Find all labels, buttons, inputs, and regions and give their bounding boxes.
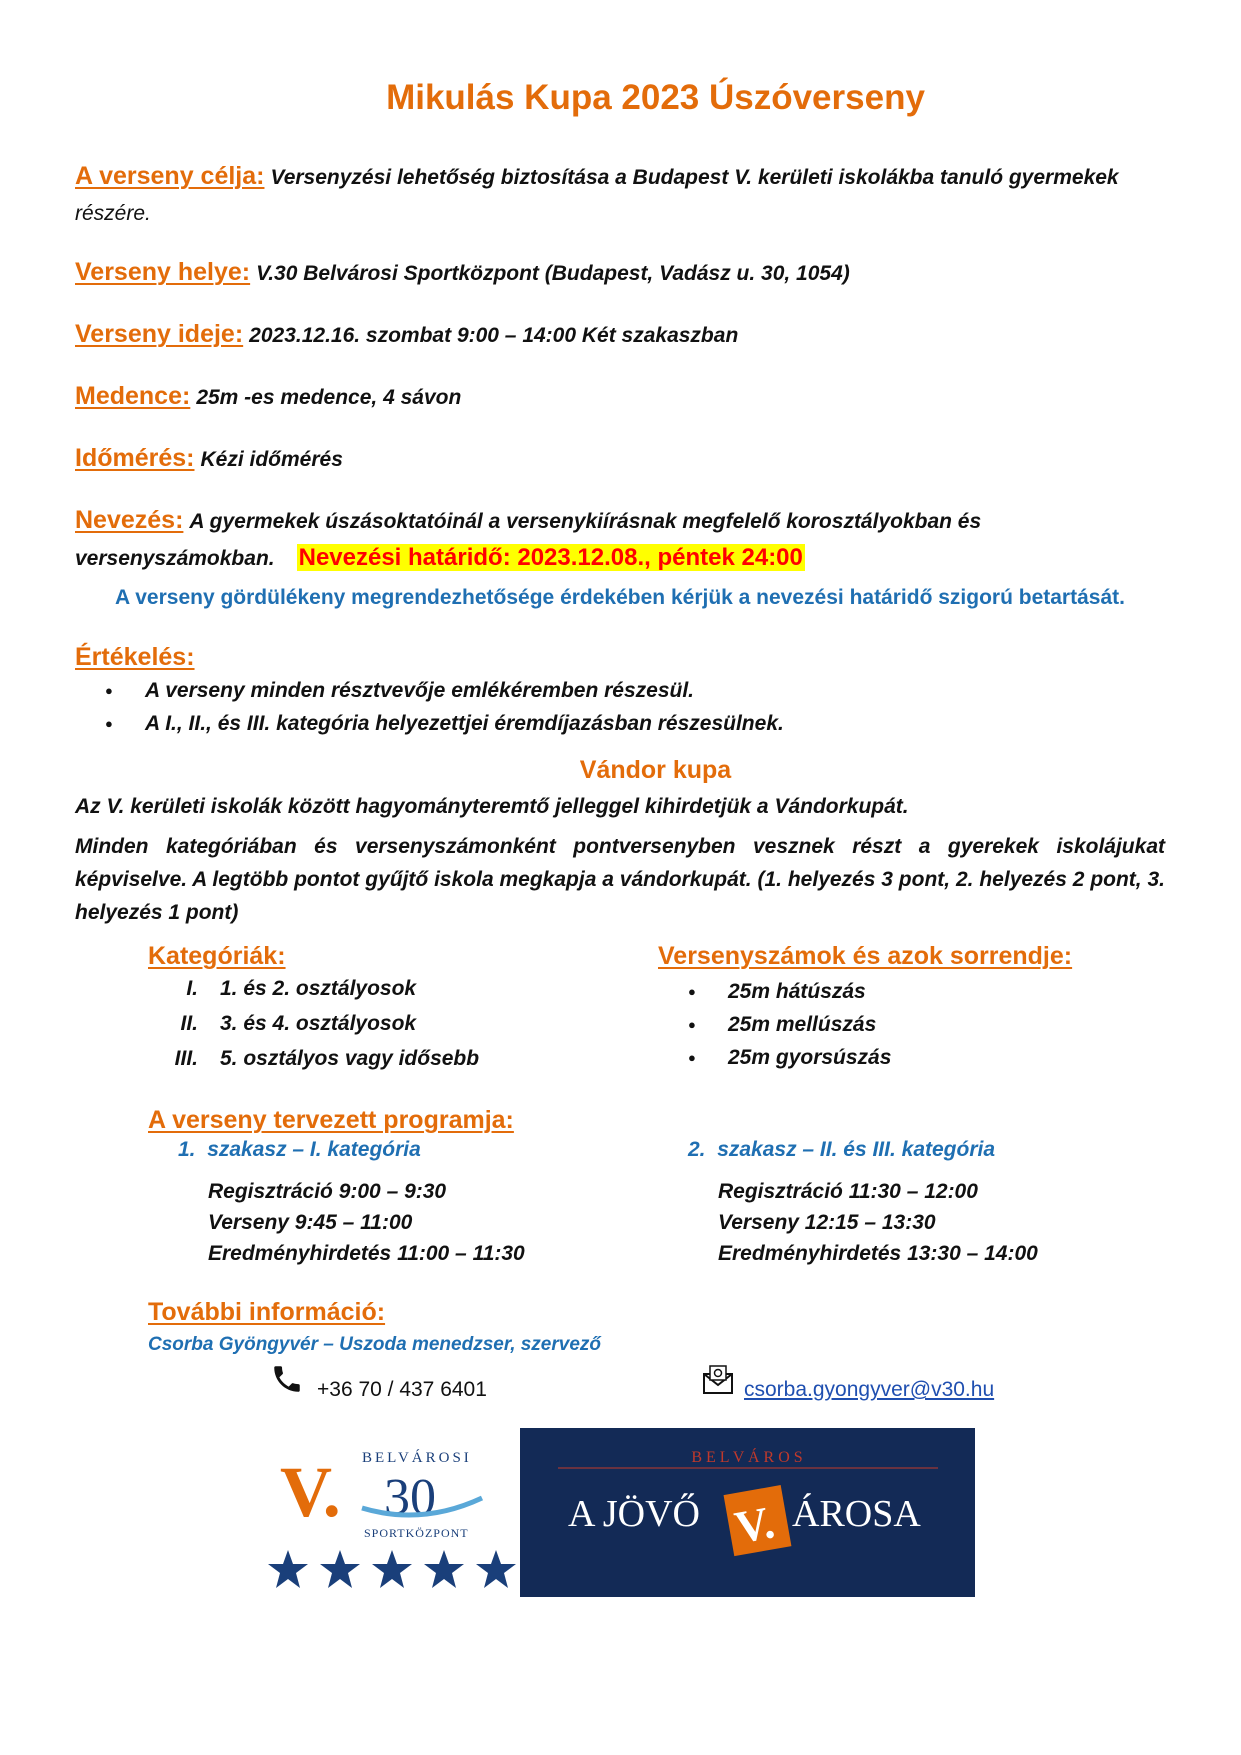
session-schedule	[208, 1176, 628, 1269]
logo-right-main2: ÁROSA	[792, 1493, 921, 1535]
category-number: I.	[186, 977, 198, 1000]
category-row	[148, 1047, 598, 1082]
cup-description: Minden kategóriában és versenyszámonként pontversenyben vesznek részt a gyerekek iskolájukat képviselve. A legtöbb pontot gyűjtő iskola megkapja a vándorkupát. (1. helyezés 3 pont, 2. helyezés 2 pont, 3. helyezés 1 pont)	[75, 835, 1165, 924]
timing-label: Időmérés:	[75, 444, 195, 472]
list-item: ● 25m gyorsúszás	[658, 1041, 1158, 1074]
session-title	[178, 1138, 628, 1162]
place-label: Verseny helye:	[75, 258, 251, 286]
logo-top-text: BELVÁROSI	[362, 1450, 472, 1466]
contact-label: További információ:	[148, 1298, 386, 1326]
list-item: ● 25m mellúszás	[658, 1008, 1158, 1041]
category-text: 1. és 2. osztályosok	[220, 977, 417, 1000]
logo-right-top: B E L V Á R O S	[691, 1449, 803, 1466]
list-item: ● A I., II., és III. kategória helyezettjei éremdíjazásban részesülnek.	[75, 707, 1165, 740]
events-section	[658, 942, 1158, 1074]
session-name: szakasz – II. és III. kategória	[717, 1138, 996, 1161]
goal-label: A verseny célja:	[75, 162, 265, 190]
cup-intro: Az V. kerületi iskolák között hagyományteremtő jelleggel kihirdetjük a Vándorkupát.	[75, 795, 909, 818]
place-text: V.30 Belvárosi Sportközpont (Budapest, Vadász u. 30, 1054)	[256, 262, 850, 285]
entry-label: Nevezés:	[75, 506, 184, 534]
session-2	[688, 1138, 1168, 1269]
contact-person: Csorba Gyöngyvér – Uszoda menedzser, szervező	[148, 1334, 602, 1355]
session-name: szakasz – I. kategória	[207, 1138, 421, 1161]
place-section	[75, 254, 1165, 292]
schedule-line: Eredményhirdetés 11:00 – 11:30	[208, 1242, 525, 1265]
time-label: Verseny ideje:	[75, 320, 244, 348]
logo-bottom-text: SPORTKÖZPONT	[364, 1526, 469, 1540]
schedule-line: Verseny 12:15 – 13:30	[718, 1211, 936, 1234]
goal-text: Versenyzési lehetőség biztosítása a Budapest V. kerületi iskolákba tanuló gyermekek	[270, 166, 1119, 189]
schedule-line: Verseny 9:45 – 11:00	[208, 1211, 413, 1234]
schedule-line: Eredményhirdetés 13:30 – 14:00	[718, 1242, 1038, 1265]
goal-section	[75, 158, 1165, 232]
v30-logo	[262, 1438, 517, 1598]
category-row	[148, 1012, 598, 1047]
pool-label: Medence:	[75, 382, 191, 410]
list-item: ● 25m hátúszás	[658, 975, 1158, 1008]
entry-section	[75, 502, 1165, 577]
categories-label: Kategóriák:	[148, 942, 286, 970]
evaluation-section	[75, 643, 1165, 740]
star-icons	[268, 1550, 516, 1588]
session-1	[178, 1138, 628, 1269]
logo-right-v: V.	[731, 1496, 779, 1554]
email-icon	[702, 1364, 734, 1401]
program-section	[148, 1106, 520, 1135]
pool-section	[75, 378, 1165, 416]
program-label: A verseny tervezett programja:	[148, 1106, 514, 1134]
contact-section	[148, 1298, 391, 1327]
phone-icon	[270, 1362, 304, 1401]
timing-section	[75, 440, 1165, 478]
time-section	[75, 316, 1165, 354]
cup-title: Vándor kupa	[579, 756, 732, 784]
entry-text: A gyermekek úszásoktatóinál a versenykiírásnak megfelelő korosztályokban és	[189, 510, 982, 533]
goal-text-cont: részére.	[75, 202, 151, 225]
schedule-line: Regisztráció 9:00 – 9:30	[208, 1180, 447, 1203]
page-title: Mikulás Kupa 2023 Úszóverseny	[386, 78, 925, 117]
session-number: 1.	[178, 1138, 196, 1161]
pool-text: 25m -es medence, 4 sávon	[196, 386, 462, 409]
category-text: 3. és 4. osztályosok	[220, 1012, 417, 1035]
jovo-varosa-logo	[520, 1428, 975, 1597]
session-title	[688, 1138, 1168, 1162]
category-number: III.	[174, 1047, 198, 1070]
events-label: Versenyszámok és azok sorrendje:	[658, 942, 1073, 970]
session-schedule	[718, 1176, 1168, 1269]
session-number: 2.	[688, 1138, 706, 1161]
deadline-highlight: Nevezési határidő: 2023.12.08., péntek 24:00	[298, 544, 803, 571]
evaluation-label: Értékelés:	[75, 643, 195, 671]
phone-number: +36 70 / 437 6401	[317, 1378, 487, 1401]
events-list	[658, 975, 1158, 1074]
deadline-note: A verseny gördülékeny megrendezhetősége érdekében kérjük a nevezési határidő szigorú betartását.	[115, 586, 1125, 609]
entry-text-cont: versenyszámokban.	[75, 547, 275, 570]
time-text: 2023.12.16. szombat 9:00 – 14:00 Két szakaszban	[249, 324, 739, 347]
logo-right-main1: A JÖVŐ	[568, 1493, 700, 1535]
logo-v-letter: V.	[280, 1452, 341, 1532]
evaluation-list	[75, 674, 1165, 740]
category-text: 5. osztályos vagy idősebb	[220, 1047, 480, 1070]
category-row	[148, 977, 598, 1012]
schedule-line: Regisztráció 11:30 – 12:00	[718, 1180, 978, 1203]
list-item: ● A verseny minden résztvevője emlékéremben részesül.	[75, 674, 1165, 707]
email-link[interactable]: csorba.gyongyver@v30.hu	[744, 1378, 995, 1401]
categories-section	[148, 942, 598, 1082]
timing-text: Kézi időmérés	[200, 448, 343, 471]
logo-number: 30	[384, 1469, 436, 1526]
category-number: II.	[180, 1012, 198, 1035]
